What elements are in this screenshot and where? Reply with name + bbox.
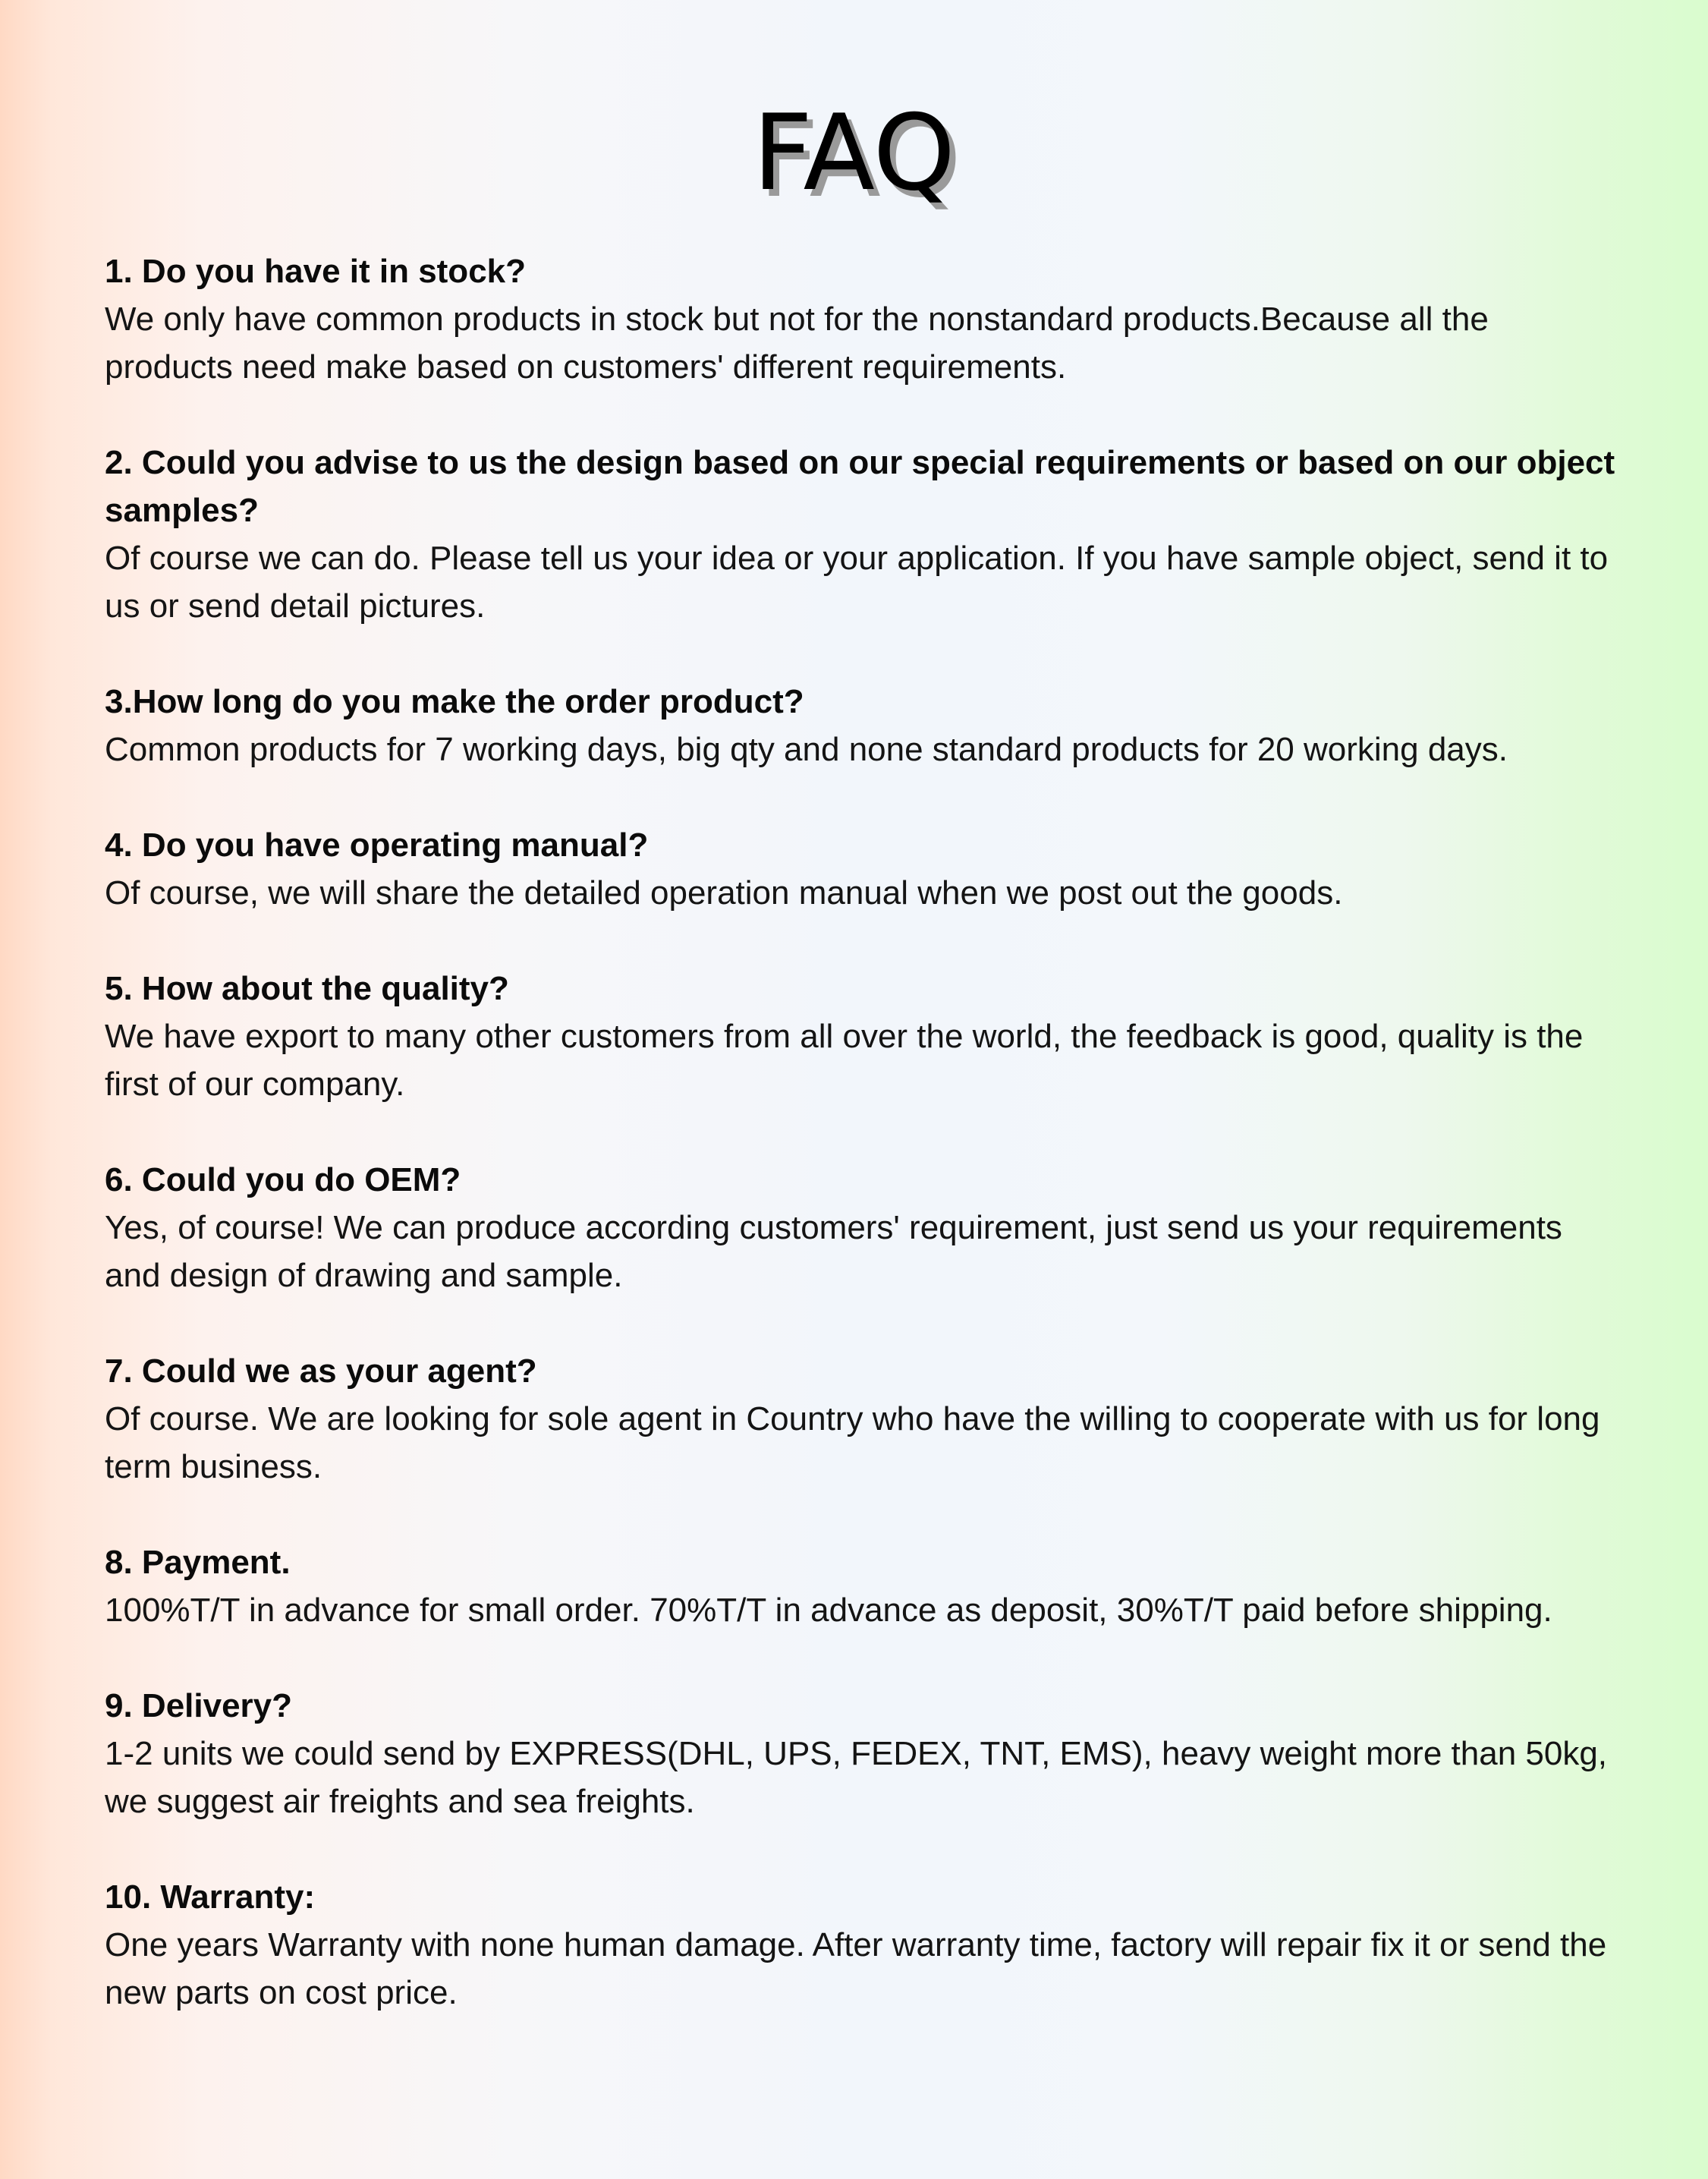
faq-question: 7. Could we as your agent? — [105, 1352, 537, 1390]
faq-answer: Of course we can do. Please tell us your idea or your application. If you have sample object, send it to us or send detail pictures. — [105, 540, 1609, 625]
faq-answer: Yes, of course! We can produce according customers' requirement, just send us your requirements and design of drawing and sample. — [105, 1209, 1562, 1294]
faq-question: 2. Could you advise to us the design based on our special requirements or based on our object samples? — [105, 444, 1615, 529]
faq-answer: One years Warranty with none human damage. After warranty time, factory will repair fix it or send the new parts on cost price. — [105, 1926, 1607, 2011]
faq-list — [105, 247, 1622, 2064]
faq-item-5 — [105, 965, 1622, 1108]
faq-item-7 — [105, 1347, 1622, 1491]
faq-item-3 — [105, 678, 1622, 773]
page-title: FAQ — [752, 92, 956, 214]
faq-question: 6. Could you do OEM? — [105, 1161, 461, 1198]
faq-answer: We only have common products in stock but not for the nonstandard products.Because all the products need make based on customers' different requirements. — [105, 301, 1489, 386]
faq-item-4 — [105, 821, 1622, 917]
faq-question: 4. Do you have operating manual? — [105, 827, 649, 864]
faq-item-8 — [105, 1538, 1622, 1634]
faq-item-9 — [105, 1682, 1622, 1825]
faq-answer: 100%T/T in advance for small order. 70%T/T in advance as deposit, 30%T/T paid before shipping. — [105, 1592, 1552, 1629]
faq-item-1 — [105, 247, 1622, 391]
faq-item-10 — [105, 1873, 1622, 2017]
faq-question: 1. Do you have it in stock? — [105, 253, 527, 290]
faq-answer: Common products for 7 working days, big qty and none standard products for 20 working days. — [105, 731, 1508, 768]
faq-answer: Of course, we will share the detailed operation manual when we post out the goods. — [105, 874, 1343, 912]
faq-answer: 1-2 units we could send by EXPRESS(DHL, UPS, FEDEX, TNT, EMS), heavy weight more than 50kg, we suggest air freights and sea freights. — [105, 1735, 1608, 1820]
faq-answer: We have export to many other customers from all over the world, the feedback is good, quality is the first of our company. — [105, 1018, 1584, 1103]
faq-question: 8. Payment. — [105, 1544, 291, 1581]
faq-answer: Of course. We are looking for sole agent in Country who have the willing to cooperate with us for long term business. — [105, 1400, 1600, 1485]
faq-item-2 — [105, 439, 1622, 630]
faq-question: 10. Warranty: — [105, 1878, 316, 1916]
faq-question: 9. Delivery? — [105, 1687, 293, 1724]
faq-question: 5. How about the quality? — [105, 970, 509, 1007]
faq-item-6 — [105, 1156, 1622, 1299]
faq-question: 3.How long do you make the order product? — [105, 683, 804, 720]
